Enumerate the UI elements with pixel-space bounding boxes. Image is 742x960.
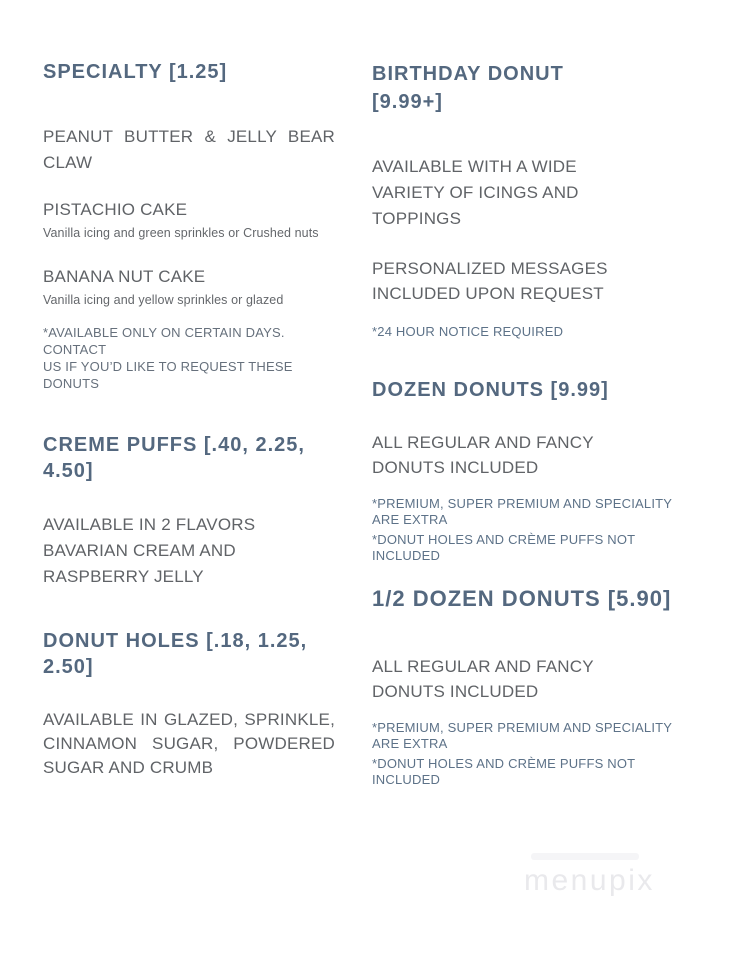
- dozen-donuts-notes: [372, 496, 677, 564]
- body-line: INCLUDED UPON REQUEST: [372, 284, 604, 303]
- body-line: AVAILABLE WITH A WIDE: [372, 157, 577, 176]
- note-line: INCLUDED: [372, 548, 441, 563]
- body-line: AVAILABLE IN 2 FLAVORS: [43, 515, 256, 534]
- note-line: *DONUT HOLES AND CRÈME PUFFS NOT: [372, 756, 636, 771]
- body-line: ALL REGULAR AND FANCY: [372, 657, 594, 676]
- creme-puffs-description: [43, 512, 335, 590]
- heading-line: 2.50]: [43, 656, 94, 678]
- section-heading-half-dozen-donuts: 1/2 DOZEN DONUTS [5.90]: [372, 586, 672, 611]
- birthday-donut-description: [372, 154, 677, 232]
- note-line: ARE EXTRA: [372, 736, 448, 751]
- heading-line: 4.50]: [43, 460, 94, 482]
- specialty-availability-note: [43, 324, 335, 392]
- holes-creme-puffs-note: [372, 756, 677, 788]
- note-line: INCLUDED: [372, 772, 441, 787]
- note-line: ARE EXTRA: [372, 512, 448, 527]
- note-line: *PREMIUM, SUPER PREMIUM AND SPECIALITY: [372, 720, 673, 735]
- premium-extra-note: [372, 496, 677, 528]
- holes-creme-puffs-note: [372, 532, 677, 564]
- menu-item-banana-nut-cake: [43, 265, 335, 308]
- section-heading-dozen-donuts: DOZEN DONUTS [9.99]: [372, 379, 609, 401]
- body-line: PERSONALIZED MESSAGES: [372, 259, 608, 278]
- body-line: TOPPINGS: [372, 209, 462, 228]
- section-heading-creme-puffs: [43, 432, 335, 484]
- note-line: *DONUT HOLES AND CRÈME PUFFS NOT: [372, 532, 636, 547]
- half-dozen-donuts-notes: [372, 720, 677, 788]
- section-heading-donut-holes: [43, 628, 335, 680]
- note-line: *PREMIUM, SUPER PREMIUM AND SPECIALITY: [372, 496, 673, 511]
- body-line: BAVARIAN CREAM AND: [43, 541, 236, 560]
- menu-item-name: PISTACHIO CAKE: [43, 200, 188, 219]
- menu-item-peanut-butter-jelly-bear-claw: PEANUT BUTTER & JELLY BEAR CLAW: [43, 127, 335, 172]
- menu-column-left: [43, 60, 335, 780]
- watermark-faint-line: [531, 853, 639, 860]
- note-line: *AVAILABLE ONLY ON CERTAIN DAYS. CONTACT: [43, 325, 285, 357]
- menu-item-desc: Vanilla icing and green sprinkles or Crushed nuts: [43, 226, 319, 240]
- heading-line: BIRTHDAY DONUT: [372, 63, 564, 85]
- heading-line: CREME PUFFS [.40, 2.25,: [43, 434, 305, 456]
- section-heading-birthday-donut: [372, 60, 677, 116]
- premium-extra-note: [372, 720, 677, 752]
- note-line: US IF YOU’D LIKE TO REQUEST THESE DONUTS: [43, 359, 293, 391]
- heading-line: [9.99+]: [372, 91, 443, 113]
- donut-holes-description: AVAILABLE IN GLAZED, SPRINKLE, CINNAMON SUGAR, POWDERED SUGAR AND CRUMB: [43, 710, 335, 777]
- menu-item-name: BANANA NUT CAKE: [43, 267, 206, 286]
- body-line: DONUTS INCLUDED: [372, 682, 539, 701]
- birthday-notice-note: *24 HOUR NOTICE REQUIRED: [372, 324, 564, 339]
- birthday-donut-messages: [372, 256, 677, 306]
- body-line: RASPBERRY JELLY: [43, 567, 204, 586]
- body-line: DONUTS INCLUDED: [372, 458, 539, 477]
- dozen-donuts-description: [372, 430, 677, 480]
- body-line: ALL REGULAR AND FANCY: [372, 433, 594, 452]
- menu-item-desc: Vanilla icing and yellow sprinkles or glazed: [43, 293, 284, 307]
- section-heading-specialty: SPECIALTY [1.25]: [43, 61, 228, 83]
- menu-column-right: [372, 60, 677, 788]
- menupix-watermark: menupix: [524, 864, 655, 897]
- body-line: VARIETY OF ICINGS AND: [372, 183, 579, 202]
- heading-line: DONUT HOLES [.18, 1.25,: [43, 630, 308, 652]
- half-dozen-donuts-description: [372, 654, 677, 704]
- menu-item-pistachio-cake: [43, 198, 335, 241]
